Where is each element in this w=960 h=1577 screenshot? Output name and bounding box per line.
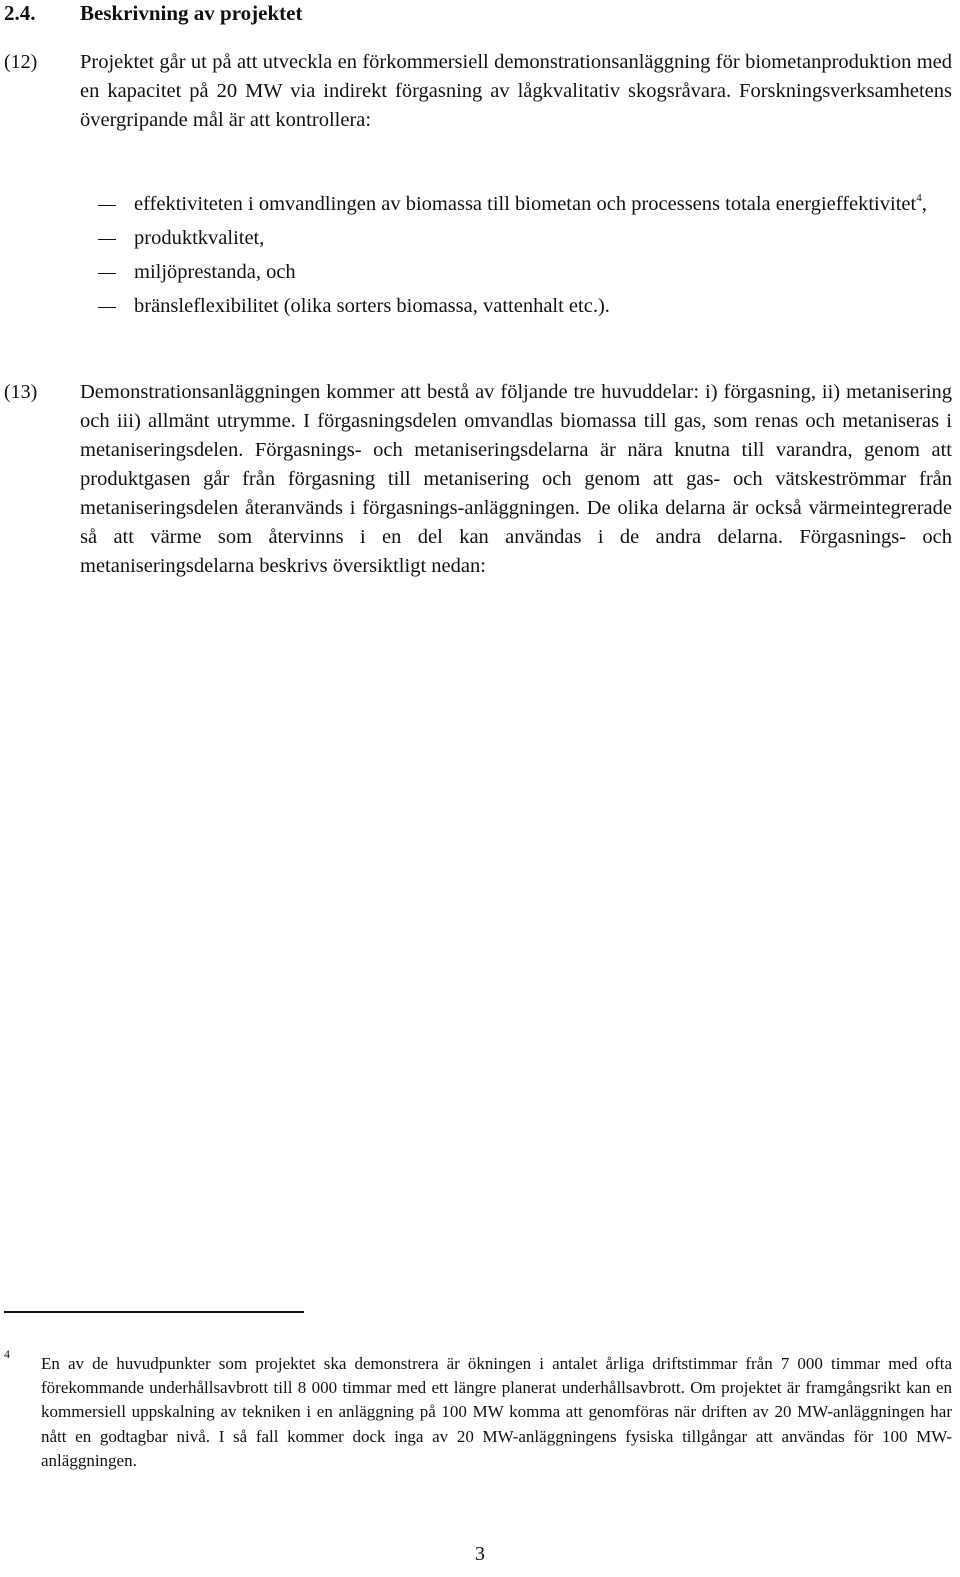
list-item <box>98 224 954 253</box>
paragraph-13 <box>4 378 952 581</box>
list-item-text: miljöprestanda, och <box>134 261 296 283</box>
list-item-text: bränsleflexibilitet (olika sorters biomassa, vattenhalt etc.). <box>134 295 610 317</box>
footnote-number: 4 <box>4 1347 10 1361</box>
list-item-text: produktkvalitet, <box>134 227 265 249</box>
section-heading <box>4 0 302 26</box>
page-number: 3 <box>475 1543 485 1565</box>
paragraph-text: Demonstrationsanläggningen kommer att bestå av följande tre huvuddelar: i) förgasning, ii) metanisering och iii) allmänt utrymme. I förgasningsdelen omvandlas biomassa till gas, som renas och metaniseras i metaniseringsdelen. Förgasnings- och metaniseringsdelarna är nära knutna till varandra, genom att produktgasen går från förgasning till metanisering och genom att gas- och vätskeströmmar från metaniseringsdelen återanvänds i förgasnings-anläggningen. De olika delarna är också värmeintegrerade så att värme som återvinns i en del kan användas i de andra delarna. Förgasnings- och metaniseringsdelarna beskrivs översiktligt nedan: <box>80 381 952 577</box>
list-item <box>98 190 954 219</box>
paragraph-text: Projektet går ut på att utveckla en förkommersiell demonstrationsanläggning för biometanproduktion med en kapacitet på 20 MW via indirekt förgasning av lågkvalitativ skogsråvara. Forskningsverksamhetens övergripande mål är att kontrollera: <box>80 51 952 131</box>
footnote-separator <box>4 1311 304 1313</box>
footnote-reference[interactable]: 4 <box>916 192 922 205</box>
section-number: 2.4. <box>4 1 36 25</box>
paragraph-number: (12) <box>4 51 38 73</box>
footnote-text: En av de huvudpunkter som projektet ska demonstrera är ökningen i antalet årliga driftstimmar från 7 000 timmar med ofta förekommande underhållsavbrott till 8 000 timmar med ett längre planerat underhållsavbrott. Om projektet är framgångsrikt kan en kommersiell uppskalning av tekniken i en anläggning på 100 MW komma att genomföras när driften av 20 MW-anläggningen har nått en godtagbar nivå. I så fall kommer dock inga av 20 MW-anläggningens fysiska tillgångar att användas för 100 MW-anläggningen. <box>41 1354 952 1470</box>
paragraph-number: (13) <box>4 381 38 403</box>
paragraph-12 <box>4 48 952 135</box>
section-title: Beskrivning av projektet <box>80 1 303 25</box>
objectives-list <box>98 190 954 326</box>
footnote <box>4 1347 952 1473</box>
list-item <box>98 292 954 321</box>
list-item <box>98 258 954 287</box>
list-item-text: effektiviteten i omvandlingen av biomassa till biometan och processens totala energieffektivitet <box>134 193 917 215</box>
list-item-punctuation: , <box>921 193 927 215</box>
